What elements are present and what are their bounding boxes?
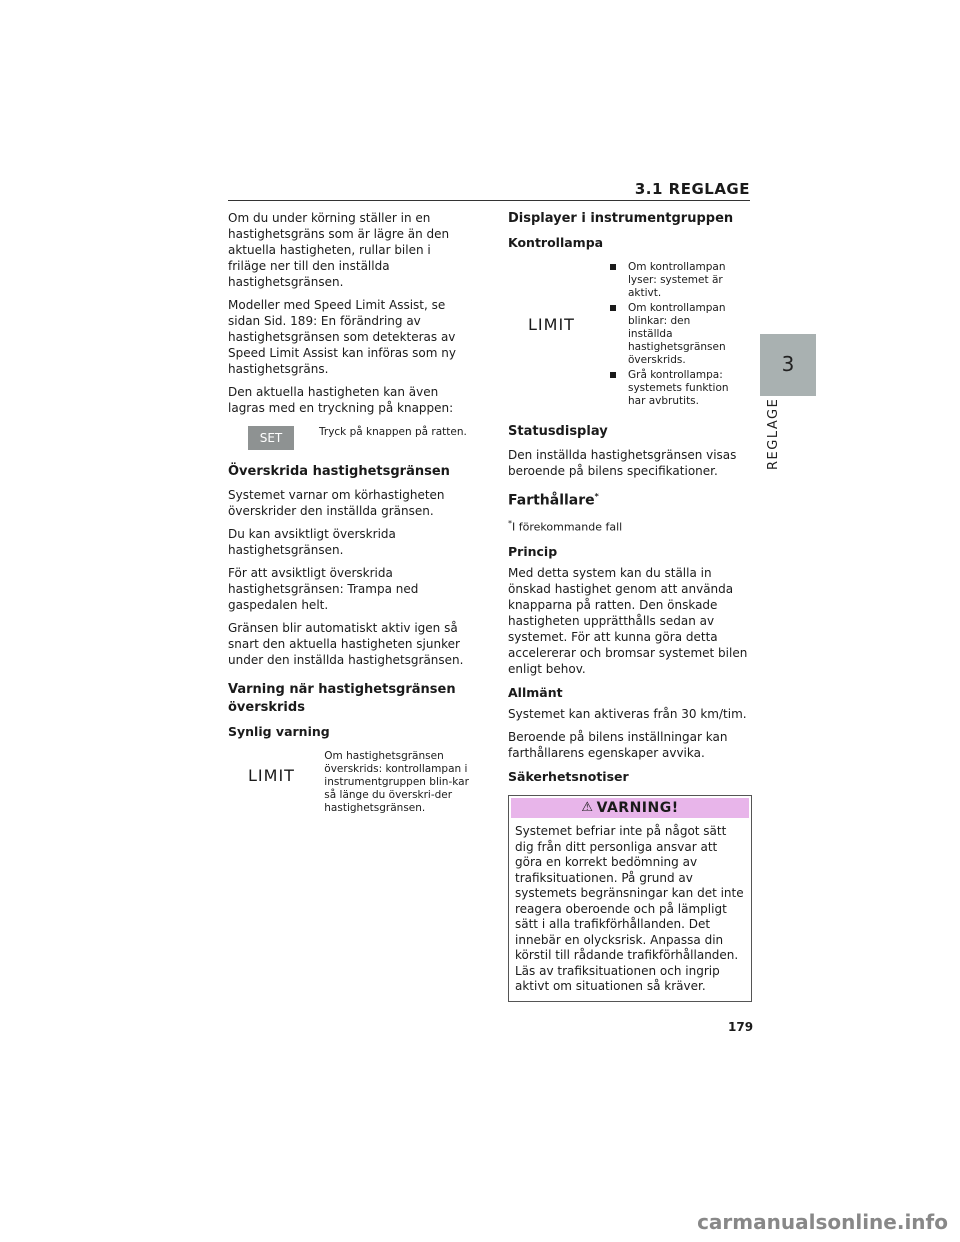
paragraph: Beroende på bilens inställningar kan farthållarens egenskaper avvika. <box>508 730 728 761</box>
page-number: 179 <box>728 1020 754 1034</box>
list-item-text: Grå kontrollampa: systemets funktion har avbrutits. <box>628 369 729 407</box>
footnote <box>508 516 752 536</box>
figure-caption: Tryck på knappen på ratten. <box>319 426 467 438</box>
limit-indicator-icon: LIMIT <box>248 766 295 785</box>
list-item <box>608 369 738 408</box>
paragraph: Den inställda hastighetsgränsen visas beroende på bilens specifikationer. <box>508 448 737 478</box>
subsection-heading: Kontrollampa <box>508 235 604 250</box>
watermark: carmanualsonline.info <box>697 1210 948 1234</box>
paragraph: Modeller med Speed Limit Assist, se sidan Sid. 189: En förändring av hastighetsgränsen som detekteras av Speed Limit Assist kan införas som ny hastighetsgräns. <box>228 298 456 376</box>
control-lamp-figure <box>508 261 752 410</box>
list-item <box>608 261 738 300</box>
paragraph: Systemet kan aktiveras från 30 km/tim. <box>508 707 747 722</box>
paragraph: För att avsiktligt överskrida hastighetsgränsen: Trampa ned gaspedalen helt. <box>228 566 419 612</box>
section-heading: Displayer i instrumentgruppen <box>508 211 734 226</box>
chapter-label: REGLAGE <box>766 397 781 470</box>
chapter-heading <box>508 489 752 509</box>
paragraph: Om du under körning ställer in en hastighetsgräns som är lägre än den aktuella hastigheten, rullar bilen i friläge ner till den inställda hastighetsgränsen. <box>228 211 450 289</box>
section-heading: Överskrida hastighetsgränsen <box>228 464 450 479</box>
section-heading: Statusdisplay <box>508 424 608 439</box>
lamp-status-list <box>608 261 738 410</box>
subsection-heading: Allmänt <box>508 685 563 701</box>
paragraph: Systemet varnar om körhastigheten överskrider den inställda gränsen. <box>228 488 445 518</box>
warning-text: Systemet befriar inte på något sätt dig från ditt personliga ansvar att göra en korrekt bedömning av trafiksituationen. På grund av systemets begränsningar kan det inte reagera oberoende och på lämpligt sätt i alla trafikförhållanden. Det innebär en olycksrisk. Anpassa din körstil till rådande trafikförhållanden. Läs av trafiksituationen och ingrip aktivt om situationen så kräver. <box>515 824 744 994</box>
bullet-icon <box>610 264 616 270</box>
subsection-heading: Synlig varning <box>228 724 330 739</box>
warning-header <box>511 798 749 818</box>
bullet-icon <box>610 305 616 311</box>
warning-triangle-icon: ⚠ <box>581 800 594 816</box>
bullet-icon <box>610 372 616 378</box>
chapter-number: 3 <box>781 352 795 376</box>
set-button-icon: SET <box>248 426 294 450</box>
limit-figure <box>228 750 470 815</box>
list-item-text: Om kontrollampan blinkar: den inställda hastighetsgränsen överskrids. <box>628 302 726 366</box>
subsection-heading: Princip <box>508 544 558 560</box>
warning-box <box>508 795 752 1002</box>
paragraph: Du kan avsiktligt överskrida hastighetsgränsen. <box>228 527 396 557</box>
paragraph: Med detta system kan du ställa in önskad hastighet genom att använda knapparna på ratten. Den önskade hastigheten upprätthålls sedan av systemet. För att kunna göra detta accelererar och bromsar systemet bilen enligt behov. <box>508 566 748 677</box>
figure-caption: Om hastighetsgränsen överskrids: kontrollampan i instrumentgruppen blin-kar så länge du överskri-der hastighetsgränsen. <box>324 750 469 814</box>
footnote-text: I förekommande fall <box>512 520 623 534</box>
left-column <box>228 210 470 827</box>
warning-title: VARNING! <box>596 800 679 817</box>
section-title: REGLAGE <box>668 180 750 198</box>
right-column <box>508 210 752 1002</box>
header-divider <box>228 200 750 201</box>
section-heading: Varning när hastighetsgränsen överskrids <box>228 682 456 715</box>
footnote-marker: * <box>594 492 599 501</box>
section-header <box>635 180 750 198</box>
paragraph: Gränsen blir automatiskt aktiv igen så snart den aktuella hastigheten sjunker under den inställda hastighetsgränsen. <box>228 621 464 667</box>
subsection-heading: Säkerhetsnotiser <box>508 769 629 785</box>
set-button-figure <box>228 426 470 450</box>
paragraph: Den aktuella hastigheten kan även lagras med en tryckning på knappen: <box>228 385 454 415</box>
footnote-marker: * <box>508 518 512 528</box>
section-number: 3.1 <box>634 180 663 198</box>
list-item-text: Om kontrollampan lyser: systemet är aktivt. <box>628 261 726 299</box>
limit-indicator-icon: LIMIT <box>528 315 575 334</box>
list-item <box>608 302 738 367</box>
chapter-heading-text: Farthållare <box>508 492 595 509</box>
